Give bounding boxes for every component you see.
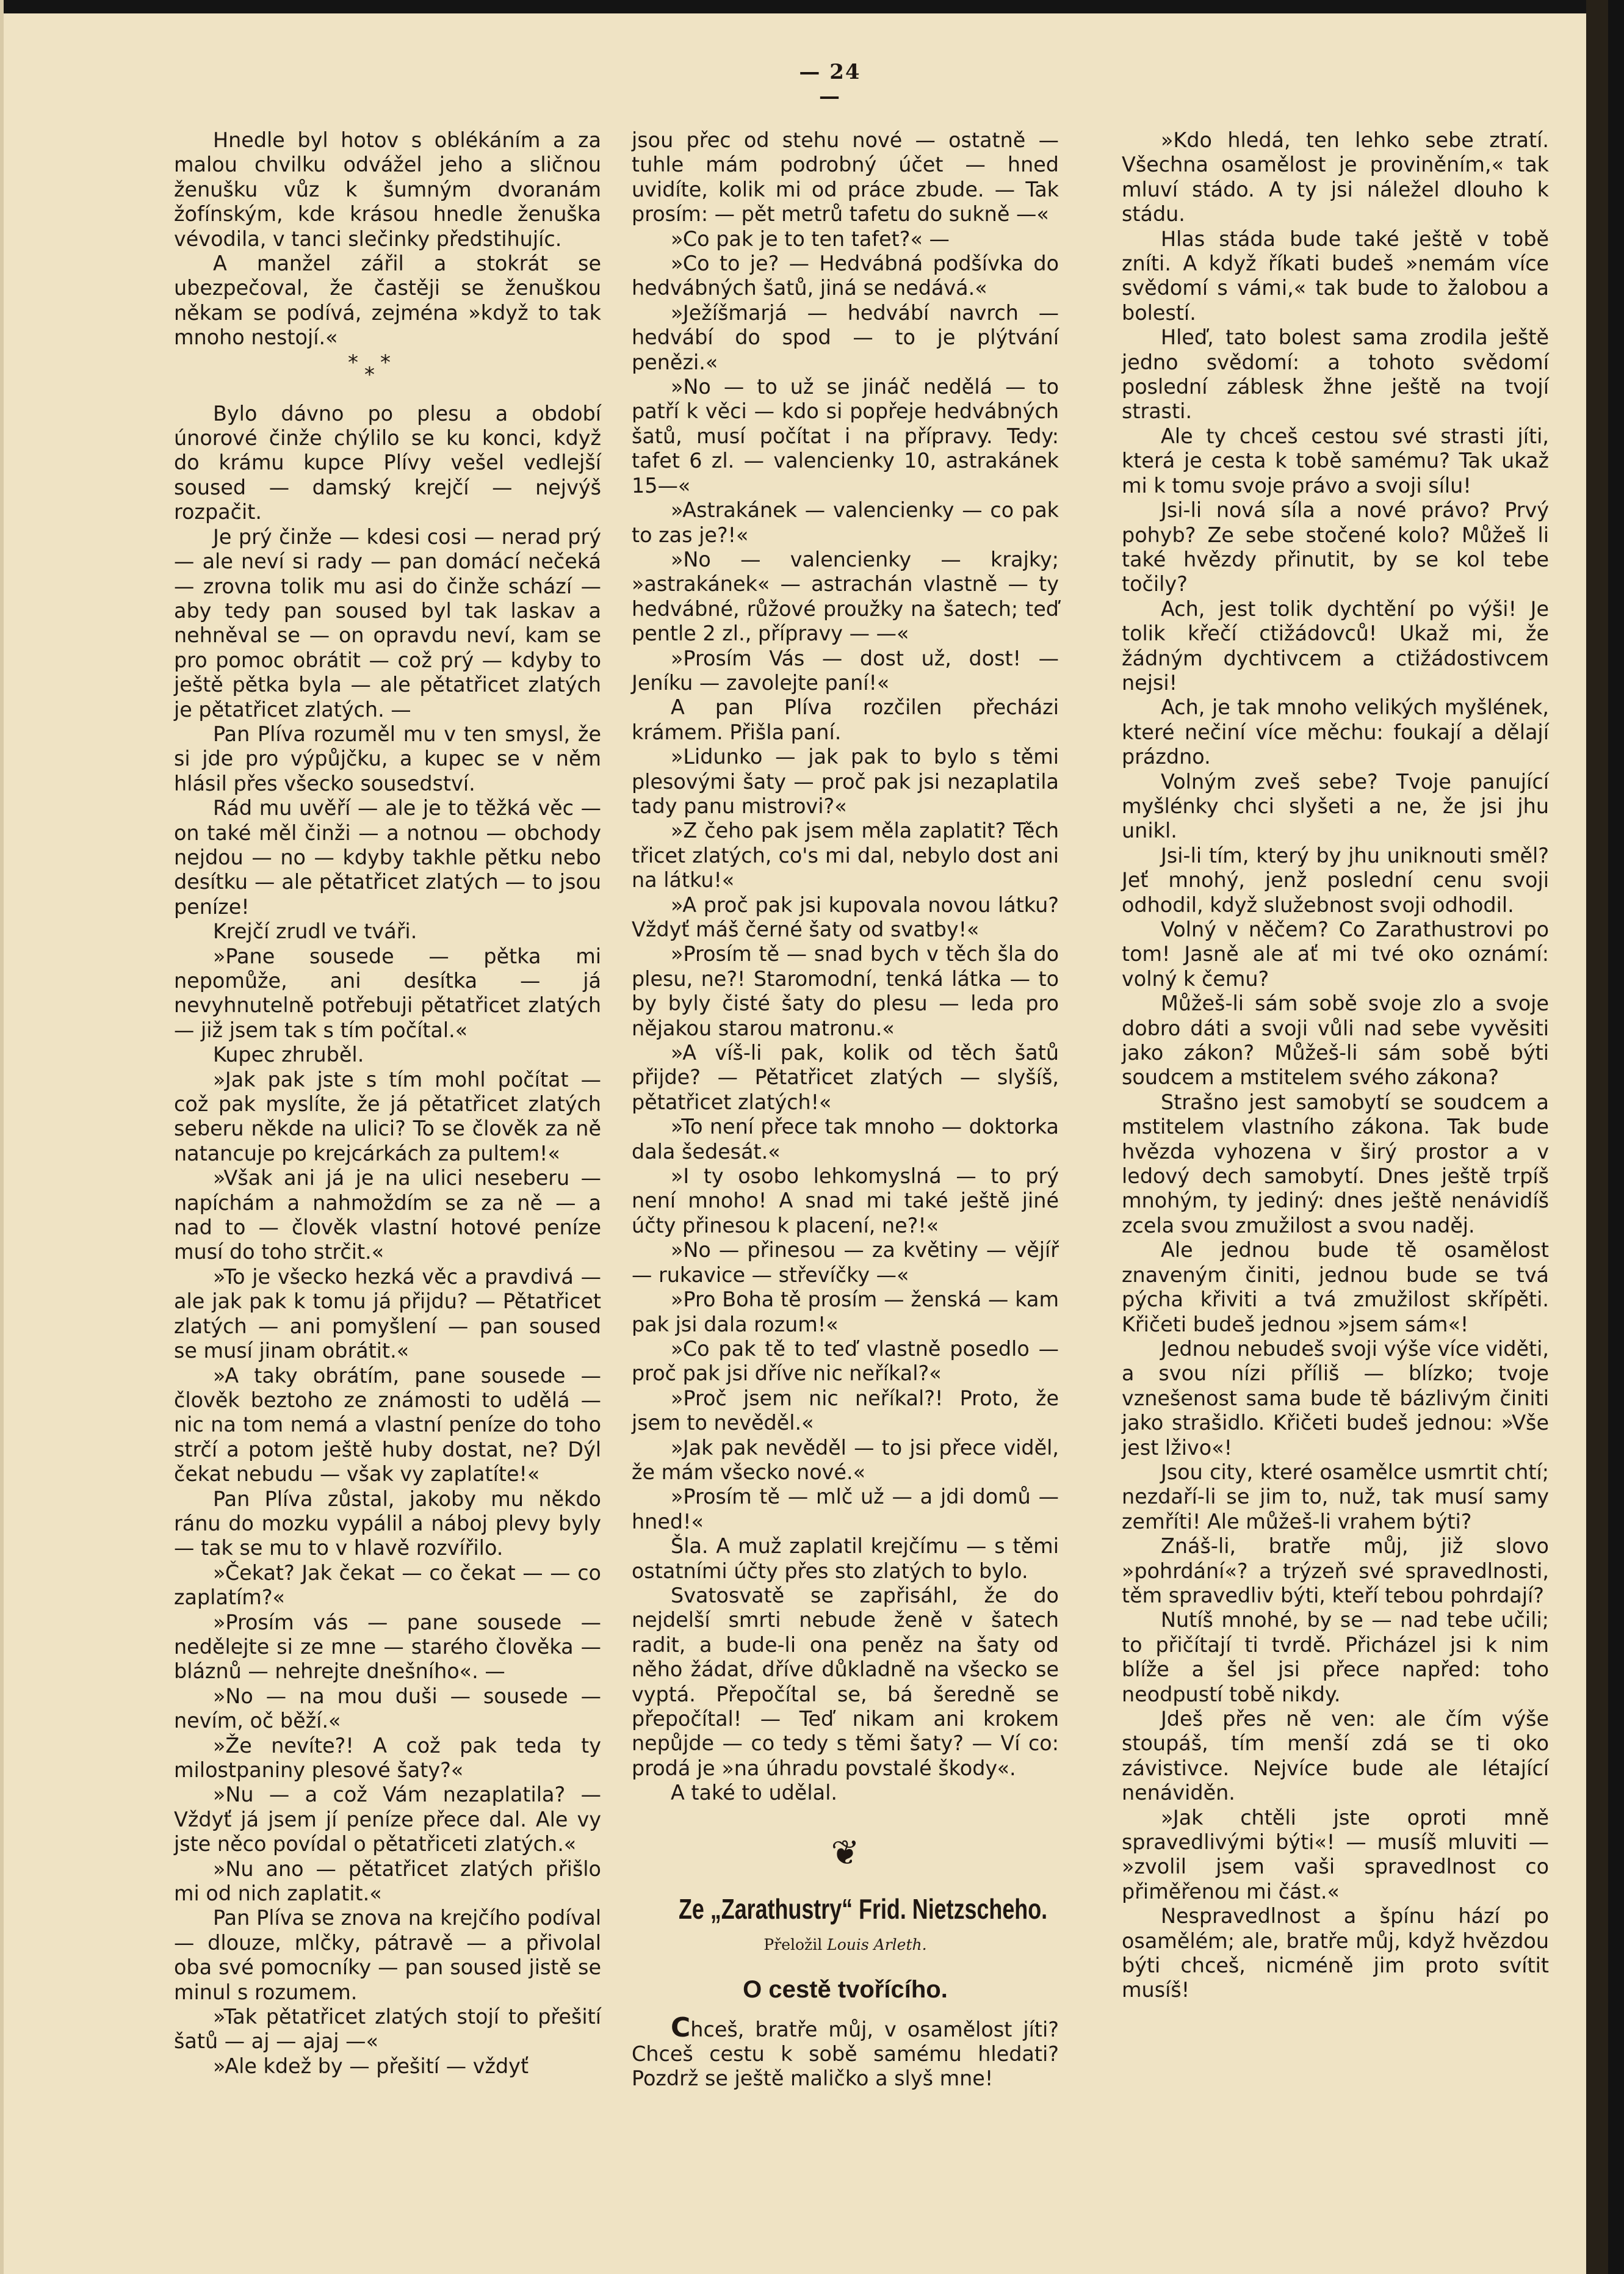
- paragraph: Volným zveš sebe? Tvoje panující myšlénky chci slyšeti a ne, že jsi jhu unikl.: [1122, 769, 1549, 843]
- paragraph: »Nu — a což Vám nezaplatila? — Vždyť já jsem jí peníze přece dal. Ale vy jste něco povídal o pětatřiceti zlatých.«: [174, 1783, 601, 1856]
- paragraph: Rád mu uvěří — ale je to těžká věc — on také měl činži — a notnou — obchody nejdou — no — kdyby takhle pětku nebo desítku — ale pětatřicet zlatých — to jsou peníze!: [174, 796, 601, 919]
- paragraph: A manžel zářil a stokrát se ubezpečoval, že častěji se ženuškou někam se podívá, zejména »když to tak mnoho nestojí.«: [174, 252, 601, 350]
- paragraph: »Jak chtěli jste oproti mně spravedlivými býti«! — musíš mluviti — »zvolil jsem vaši spravedlnost co přiměřenou mi část.«: [1122, 1805, 1549, 1903]
- paragraph: »Pro Boha tě prosím — ženská — kam pak jsi dala rozum!«: [632, 1287, 1059, 1336]
- paragraph: »A taky obrátím, pane sousede — člověk beztoho ze známosti to udělá — nic na tom nemá a vlastní peníze do toho strčí a potom ještě huby dostat, ne? Dýl čekat nebudu — však vy zaplatíte!«: [174, 1363, 601, 1486]
- paragraph: »Prosím tě — snad bych v těch šla do plesu, ne?! Staromodní, tenká látka — to by byly čisté šaty do plesu — leda pro nějakou starou matronu.«: [632, 942, 1059, 1040]
- paragraph: »Prosím Vás — dost už, dost! — Jeníku — zavolejte paní!«: [632, 646, 1059, 695]
- drop-cap: C: [671, 2011, 691, 2043]
- paragraph: Jsou city, které osamělce usmrtit chtí; nezdaří-li se jim to, nuž, tak musí samy zemříti! Ale můžeš-li vrahem býti?: [1122, 1460, 1549, 1534]
- paragraph: Volný v něčem? Co Zarathustrovi po tom! Jasně ale ať mi tvé oko oznámí: volný k čemu?: [1122, 918, 1549, 991]
- paragraph: Můžeš-li sám sobě svoje zlo a svoje dobro dáti a svoji vůli nad sebe vyvěsiti jako zákon? Můžeš-li sám sobě býti soudcem a mstitelem svého zákona?: [1122, 991, 1549, 1090]
- paragraph: »Nu ano — pětatřicet zlatých přišlo mi od nich zaplatit.«: [174, 1856, 601, 1906]
- paragraph: Nutíš mnohé, by se — nad tebe učili; to přičítají ti tvrdě. Přicházel jsi k nim blíže a šel jsi přece napřed: toho neodpustí tobě nikdy.: [1122, 1608, 1549, 1706]
- section-asterism: [174, 350, 601, 402]
- paragraph: »Proč jsem nic neříkal?! Proto, že jsem to nevěděl.«: [632, 1386, 1059, 1435]
- paragraph: Pan Plíva rozuměl mu v ten smysl, že si jde pro výpůjčku, a kupec se v něm hlásil přes všecko sousedství.: [174, 722, 601, 795]
- paragraph: Svatosvatě se zapřisáhl, že do nejdelší smrti nebude ženě v šatech radit, a bude-li ona peněz na šaty od něho žádat, dříve důkladně na všecko se vyptá. Přepočítal se, bá šeredně se přepočítal! — Teď nikam ani krokem nepůjde — co tedy s těmi šaty? — Ví co: prodá je »na úhradu povstalé škody«.: [632, 1583, 1059, 1780]
- paragraph: Pan Plíva zůstal, jakoby mu někdo ránu do mozku vypálil a náboj plevy byly — tak se mu to v hlavě rozvířilo.: [174, 1486, 601, 1560]
- paragraph: »Prosím tě — mlč už — a jdi domů — hned!«: [632, 1485, 1059, 1534]
- paragraph: »Jak pak nevěděl — to jsi přece viděl, že mám všecko nové.«: [632, 1435, 1059, 1484]
- paragraph: »No — přinesou — za květiny — vějíř — rukavice — střevíčky —«: [632, 1238, 1059, 1287]
- scan-right-edge: [1608, 0, 1624, 2274]
- paragraph: Hnedle byl hotov s oblékáním a za malou chvilku odvážel jeho a sličnou ženušku vůz k šumným dvoranám žofínským, kde krásou hnedle ženuška vévodila, v tanci slečinky předstihujíc.: [174, 128, 601, 251]
- paragraph: »Z čeho pak jsem měla zaplatit? Těch třicet zlatých, co's mi dal, nebylo dost ani na látku!«: [632, 819, 1059, 893]
- paragraph: »I ty osobo lehkomyslná — to prý není mnoho! A snad mi také ještě jiné účty přinesou k placení, ne?!«: [632, 1164, 1059, 1237]
- paragraph: »Jak pak jste s tím mohl počítat — což pak myslíte, že já pětatřicet zlatých seberu někde na ulici? To se člověk za ně natancuje po krejcárkách za pultem!«: [174, 1067, 601, 1165]
- page-number: — 24 —: [799, 60, 861, 109]
- paragraph: »No — to už se jináč nedělá — to patří k věci — kdo si popřeje hedvábných šatů, musí počítat i na přípravy. Tedy: tafet 6 zl. — valencienky 10, astrakánek 15—«: [632, 375, 1059, 498]
- paragraph: A pan Plíva rozčilen přecházi krámem. Přišla paní.: [632, 695, 1059, 744]
- paragraph: Hlas stáda bude také ještě v tobě zníti. A když říkati budeš »nemám více svědomí s vámi,« tak bude to žalobou a bolestí.: [1122, 226, 1549, 325]
- paragraph: »Lidunko — jak pak to bylo s těmi plesovými šaty — proč pak jsi nezaplatila tady panu mistrovi?«: [632, 745, 1059, 818]
- ornament-divider: ❦: [831, 1833, 860, 1873]
- paragraph: »No — valencienky — krajky; »astrakánek« — astrachán vlastně — ty hedvábné, růžové proužky na šatech; teď pentle 2 zl., přípravy — —«: [632, 547, 1059, 646]
- paragraph: »Tak pětatřicet zlatých stojí to přešití šatů — aj — ajaj —«: [174, 2005, 601, 2054]
- paragraph: »Co pak tě to teď vlastně posedlo — proč pak jsi dříve nic neříkal?«: [632, 1336, 1059, 1386]
- paragraph: [632, 2011, 1059, 2091]
- paragraph: jsou přec od stehu nové — ostatně — tuhle mám podrobný účet — hned uvidíte, kolik mi od práce zbude. — Tak prosím: — pět metrů tafetu do sukně —«: [632, 128, 1059, 226]
- paragraph: »Co pak je to ten tafet?« —: [671, 226, 950, 251]
- paragraph: Pan Plíva se znova na krejčího podíval — dlouze, mlčky, pátravě — a přivolal oba své pomocníky — pan soused jistě se minul s rozumem.: [174, 1906, 601, 2004]
- paragraph: Ach, je tak mnoho velikých myšlének, které nečiní více měchu: foukají a dělají prázdno.: [1122, 695, 1549, 769]
- column-2: [632, 128, 1059, 2091]
- paragraph: »No — na mou duši — sousede — nevím, oč běží.«: [174, 1684, 601, 1733]
- scan-right-shadow: [1586, 0, 1608, 2274]
- paragraph: Je prý činže — kdesi cosi — nerad prý — ale neví si rady — pan domácí nečeká — zrovna tolik mu asi do činže schází — aby tedy pan soused byl tak laskav a nehněval se — on opravdu neví, kam se pro pomoc obrátit — což prý — kdyby to ještě pětka byla — ale pětatřicet zlatých je pětatřicet zlatých. —: [174, 524, 601, 722]
- paragraph: Jsi-li tím, který by jhu uniknouti směl? Jeť mnohý, jenž poslední cenu svoji odhodil, když služebnost svoji odhodil.: [1122, 843, 1549, 917]
- asterisk-bottom: *: [364, 362, 375, 387]
- paragraph: Ale jednou bude tě osamělost znaveným činiti, jednou bude se tvá pýcha křiviti a tvá zmužilost skřípěti. Křičeti budeš jednou »jsem sám«!: [1122, 1238, 1549, 1336]
- asterisk-right: *: [380, 350, 391, 375]
- paragraph-text: hceš, bratře můj, v osamělost jíti? Chceš cestu k sobě samému hledati? Pozdrž se ještě maličko a slyš mne!: [632, 2017, 1059, 2091]
- asterisk-left: *: [348, 350, 358, 375]
- paragraph: Kupec zhruběl.: [213, 1043, 364, 1067]
- paragraph: Hleď, tato bolest sama zrodila ještě jedno svědomí: a tohoto svědomí poslední záblesk žhne ještě na tvojí strasti.: [1122, 325, 1549, 424]
- paragraph: Ale ty chceš cestou své strasti jíti, která je cesta k tobě samému? Tak ukaž mi k tomu svoje právo a svoji sílu!: [1122, 424, 1549, 498]
- paragraph: Jdeš přes ně ven: ale čím výše stoupáš, tím menší zdá se ti oko závistivce. Nejvíce bude ale létající nenáviděn.: [1122, 1707, 1549, 1805]
- paragraph: »Že nevíte?! A což pak teda ty milostpaniny plesové šaty?«: [174, 1733, 601, 1782]
- translator-name: Louis Arleth.: [827, 1935, 927, 1954]
- article-heading: Ze „Zarathustry“ Frid. Nietzscheho.: [679, 1892, 1048, 1925]
- scan-top-edge: [0, 0, 1624, 13]
- section-subheading: O cestě tvořícího.: [743, 1975, 948, 2003]
- paragraph: Nespravedlnost a špínu hází po osamělém; ale, bratře můj, když hvězdou býti chceš, nicméně jim proto svítit musíš!: [1122, 1904, 1549, 2002]
- paragraph: Krejčí zrudl ve tváři.: [213, 919, 417, 944]
- column-1: [174, 128, 601, 2079]
- paragraph: »To je všecko hezká věc a pravdivá — ale jak pak k tomu já přijdu? — Pětatřicet zlatých — ani pomyšlení — pan soused se musí jinam obrátit.«: [174, 1264, 601, 1363]
- paragraph: »Ježíšmarjá — hedvábí navrch — hedvábí do spod — to je plýtvání penězi.«: [632, 300, 1059, 374]
- paragraph: Bylo dávno po plesu a období únorové činže chýlilo se ku konci, když do krámu kupce Plívy vešel vedlejší soused — damský krejčí — nejvýš rozpačit.: [174, 401, 601, 524]
- paragraph: »To není přece tak mnoho — doktorka dala šedesát.«: [632, 1115, 1059, 1164]
- paragraph: Jednou nebudeš svoji výše více viděti, a svou nízi příliš — blízko; tvoje vznešenost sama bude tě bázlivým činiti jako strašidlo. Křičeti budeš jednou: »Vše jest lživo«!: [1122, 1336, 1549, 1460]
- paragraph: »A proč pak jsi kupovala novou látku? Vždyť máš černé šaty od svatby!«: [632, 893, 1059, 941]
- paragraph: »Pane sousede — pětka mi nepomůže, ani desítka — já nevyhnutelně potřebuji pětatřicet zlatých — již jsem tak s tím počítal.«: [174, 944, 601, 1042]
- paragraph: Ach, jest tolik dychtění po výši! Je tolik křečí ctižádovců! Ukaž mi, že žádným dychtivcem a ctižádostivcem nejsi!: [1122, 596, 1549, 695]
- paragraph: »Čekat? Jak čekat — co čekat — — co zaplatím?«: [174, 1560, 601, 1610]
- paragraph: »Astrakánek — valencienky — co pak to zas je?!«: [632, 498, 1059, 547]
- paragraph: »Ale kdež by — přešití — vždyť: [213, 2054, 529, 2078]
- paragraph: Jsi-li nová síla a nové právo? Prvý pohyb? Ze sebe stočené kolo? Můžeš li také hvězdy přinutit, by se kol tebe točily?: [1122, 498, 1549, 596]
- translator-prefix: Přeložil: [763, 1935, 828, 1954]
- paragraph: »Co to je? — Hedvábná podšívka do hedvábných šatů, jiná se nedává.«: [632, 252, 1059, 300]
- paragraph: A také to udělal.: [671, 1781, 837, 1805]
- translator-credit: [632, 1932, 1059, 1958]
- paragraph: Strašno jest samobytí se soudcem a mstitelem vlastního zákona. Tak bude hvězda vyhozena v širý prostor a v ledový dech samobytí. Dnes ještě trpíš mnohým, ty jediný: dnes ještě nenávidíš zcela svou zmužilost a svou naděj.: [1122, 1090, 1549, 1237]
- paragraph: »Prosím vás — pane sousede — nedělejte si ze mne — starého člověka — bláznů — nehrejte dnešního«. —: [174, 1610, 601, 1684]
- paragraph: Šla. A muž zaplatil krejčímu — s těmi ostatními účty přes sto zlatých to bylo.: [632, 1534, 1059, 1583]
- column-3: [1122, 128, 1549, 2003]
- paragraph: »A víš-li pak, kolik od těch šatů přijde? — Pětatřicet zlatých — slyšíš, pětatřicet zlatých!«: [632, 1041, 1059, 1114]
- paragraph: »Však ani já je na ulici neseberu — napíchám a nahmoždím se za ně — a nad to — člověk vlastní hotové peníze musí do toho strčit.«: [174, 1166, 601, 1264]
- scan-left-edge: [0, 0, 4, 2274]
- paragraph: »Kdo hledá, ten lehko sebe ztratí. Všechna osamělost je proviněním,« tak mluví stádo. A ty jsi náležel dlouho k stádu.: [1122, 128, 1549, 226]
- paragraph: Znáš-li, bratře můj, již slovo »pohrdání«? a trýzeň své spravedlnosti, těm spravedliv býti, kteří tebou pohrdají?: [1122, 1534, 1549, 1607]
